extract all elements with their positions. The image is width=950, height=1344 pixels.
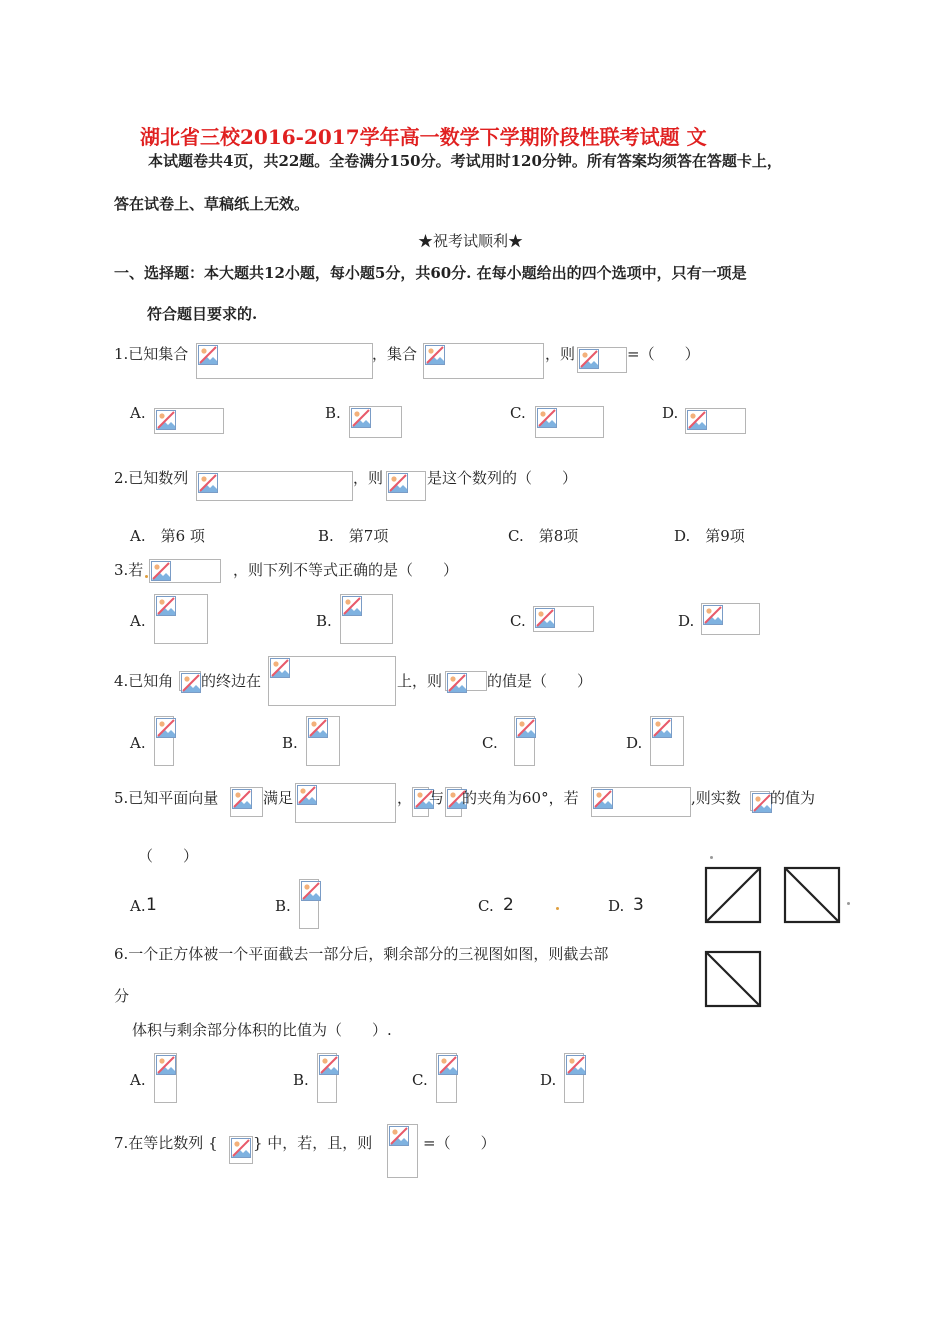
broken-image-icon bbox=[750, 791, 770, 811]
section-heading-cont: 符合题目要求的. bbox=[147, 305, 258, 323]
broken-image-icon bbox=[154, 408, 224, 434]
q1-option-b: B. bbox=[325, 404, 341, 422]
q4-text: 的终边在 bbox=[201, 672, 262, 690]
speck bbox=[145, 575, 148, 578]
broken-image-icon bbox=[685, 408, 746, 434]
broken-image-icon bbox=[179, 671, 201, 691]
broken-image-icon bbox=[387, 1124, 418, 1178]
q5-option-d: D. bbox=[608, 897, 625, 915]
q3-text: 3.若 bbox=[114, 561, 144, 579]
q2-text: 2.已知数列 bbox=[114, 469, 189, 487]
broken-image-icon bbox=[514, 716, 535, 766]
blessing: ★祝考试顺利★ bbox=[418, 232, 524, 250]
broken-image-icon bbox=[650, 716, 684, 766]
q5-option-a-value: 1 bbox=[146, 895, 157, 915]
front-view-figure bbox=[704, 866, 762, 924]
broken-image-icon bbox=[340, 594, 393, 644]
q1-text: ，则 bbox=[545, 345, 576, 363]
section-heading: 一、选择题：本大题共12小题，每小题5分，共60分. 在每小题给出的四个选项中，只有一项是 bbox=[114, 264, 747, 282]
q1-text: =（ ） bbox=[627, 345, 700, 363]
broken-image-icon bbox=[412, 787, 429, 817]
q1-option-c: C. bbox=[510, 404, 526, 422]
q5-option-c: C. bbox=[478, 897, 494, 915]
q3-option-a: A. bbox=[130, 612, 146, 630]
broken-image-icon bbox=[149, 559, 221, 583]
q1-option-a: A. bbox=[130, 404, 146, 422]
q6-text-cont: 分 bbox=[114, 987, 130, 1005]
q5-option-d-value: 3 bbox=[633, 895, 644, 915]
broken-image-icon bbox=[423, 343, 544, 379]
q4-option-a: A. bbox=[130, 734, 146, 752]
q1-text: 1.已知集合 bbox=[114, 345, 189, 363]
q2-option-c: C. 第8项 bbox=[508, 527, 579, 545]
q4-option-d: D. bbox=[626, 734, 643, 752]
speck bbox=[710, 856, 713, 859]
side-view-figure bbox=[783, 866, 841, 924]
q2-option-a: A. 第6 项 bbox=[130, 527, 205, 545]
q5-text: ,则实数 bbox=[691, 789, 741, 807]
broken-image-icon bbox=[317, 1053, 337, 1103]
q4-text: 上，则 bbox=[397, 672, 443, 690]
q6-option-d: D. bbox=[540, 1071, 557, 1089]
q4-text: 的值是（ ） bbox=[487, 672, 593, 690]
broken-image-icon bbox=[349, 406, 402, 438]
q5-text: 满足 bbox=[263, 789, 294, 807]
q2-text: 是这个数列的（ ） bbox=[427, 469, 578, 487]
broken-image-icon bbox=[268, 656, 396, 706]
broken-image-icon bbox=[564, 1053, 584, 1103]
q2-option-d: D. 第9项 bbox=[674, 527, 745, 545]
q5-answer-paren: （ ） bbox=[138, 847, 199, 865]
q1-text: ，集合 bbox=[372, 345, 418, 363]
q6-option-c: C. bbox=[412, 1071, 428, 1089]
q2-text: ，则 bbox=[353, 469, 384, 487]
q5-text: 的值为 bbox=[770, 789, 816, 807]
broken-image-icon bbox=[436, 1053, 457, 1103]
broken-image-icon bbox=[577, 347, 627, 373]
broken-image-icon bbox=[154, 1053, 177, 1103]
q3-option-b: B. bbox=[316, 612, 332, 630]
speck bbox=[847, 902, 850, 905]
q5-text: 的夹角为60°，若 bbox=[462, 789, 579, 807]
broken-image-icon bbox=[196, 471, 353, 501]
q6-text: 6.一个正方体被一个平面截去一部分后，剩余部分的三视图如图，则截去部 bbox=[114, 945, 609, 963]
broken-image-icon bbox=[154, 594, 208, 644]
q5-text: 与 bbox=[429, 789, 445, 807]
q5-text: 5.已知平面向量 bbox=[114, 789, 219, 807]
broken-image-icon bbox=[196, 343, 373, 379]
broken-image-icon bbox=[535, 406, 604, 438]
broken-image-icon bbox=[299, 879, 319, 929]
q4-option-b: B. bbox=[282, 734, 298, 752]
q4-text: 4.已知角 bbox=[114, 672, 174, 690]
q5-text: ， bbox=[397, 789, 413, 807]
q5-option-a: A. bbox=[130, 897, 146, 915]
q6-option-a: A. bbox=[130, 1071, 146, 1089]
q7-text: 7.在等比数列 { bbox=[114, 1134, 218, 1152]
broken-image-icon bbox=[154, 716, 174, 766]
broken-image-icon bbox=[386, 471, 426, 501]
intro-line-1: 本试题卷共4页，共22题。全卷满分150分。考试用时120分钟。所有答案均须答在答题卡上， bbox=[148, 152, 782, 170]
speck bbox=[556, 907, 559, 910]
page-title: 湖北省三校2016-2017学年高一数学下学期阶段性联考试题 文 bbox=[140, 125, 707, 149]
q7-text: } 中，若，且，则 bbox=[253, 1134, 373, 1152]
broken-image-icon bbox=[591, 787, 691, 817]
q3-text: ，则下列不等式正确的是（ ） bbox=[233, 561, 459, 579]
broken-image-icon bbox=[229, 1136, 253, 1164]
q3-option-d: D. bbox=[678, 612, 695, 630]
q6-text-cont: 体积与剩余部分体积的比值为（ ）. bbox=[132, 1021, 392, 1039]
q5-option-c-value: 2 bbox=[503, 895, 514, 915]
q7-text: =（ ） bbox=[423, 1134, 496, 1152]
q3-option-c: C. bbox=[510, 612, 526, 630]
q4-option-c: C. bbox=[482, 734, 498, 752]
top-view-figure bbox=[704, 950, 762, 1008]
broken-image-icon bbox=[230, 787, 263, 817]
q6-option-b: B. bbox=[293, 1071, 309, 1089]
q5-option-b: B. bbox=[275, 897, 291, 915]
broken-image-icon bbox=[533, 606, 594, 632]
q2-option-b: B. 第7项 bbox=[318, 527, 389, 545]
intro-line-2: 答在试卷上、草稿纸上无效。 bbox=[114, 195, 310, 213]
broken-image-icon bbox=[701, 603, 760, 635]
broken-image-icon bbox=[445, 671, 487, 691]
broken-image-icon bbox=[445, 787, 462, 817]
q1-option-d: D. bbox=[662, 404, 679, 422]
broken-image-icon bbox=[306, 716, 340, 766]
broken-image-icon bbox=[295, 783, 396, 823]
